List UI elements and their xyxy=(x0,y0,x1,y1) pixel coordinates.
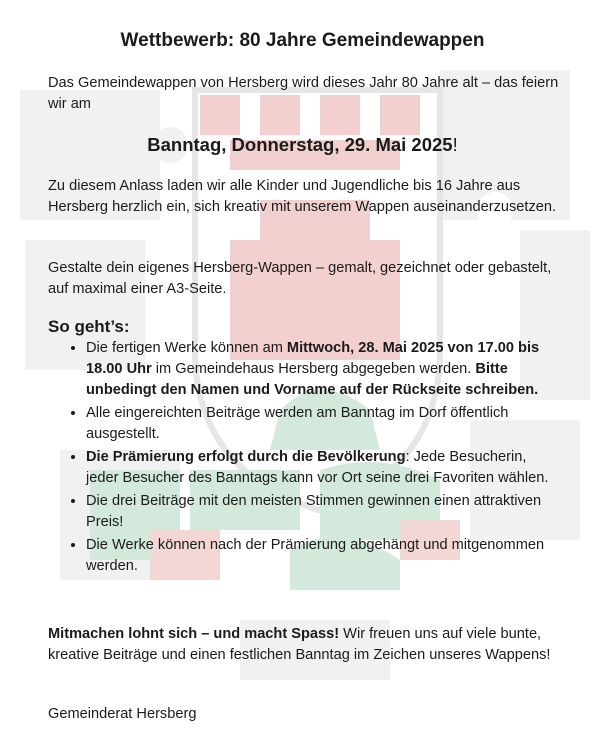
page-title: Wettbewerb: 80 Jahre Gemeindewappen xyxy=(120,30,485,51)
how-heading: So geht’s: xyxy=(48,317,130,336)
list-item-text: Die drei Beiträge mit den meisten Stimmen gewinnen einen attraktiven Preis! xyxy=(86,493,542,530)
intro-text: Das Gemeindewappen von Hersberg wird dieses Jahr 80 Jahre alt – das feiern wir am xyxy=(48,75,559,112)
list-item xyxy=(86,491,556,533)
list-item-text: Alle eingereichten Beiträge werden am Banntag im Dorf öffentlich ausgestellt. xyxy=(86,405,509,442)
list-item-text: Die fertigen Werke können am xyxy=(86,340,287,356)
closing-body: Wir freuen uns auf viele bunte, kreative Beiträge und einen festlichen Banntag im Zeichen unseres Wappens! xyxy=(48,626,551,663)
list-item-bold: Mittwoch, 28. Mai 2025 von 17.00 bis 18.00 Uhr xyxy=(86,340,540,377)
list-item xyxy=(86,447,556,489)
invite-text: Zu diesem Anlass laden wir alle Kinder und Jugendliche bis 16 Jahre aus Hersberg herzlich ein, sich kreativ mit unserem Wappen auseinanderzusetzen. xyxy=(48,178,557,215)
event-date-suffix: ! xyxy=(452,134,458,155)
how-list xyxy=(48,338,556,579)
list-item xyxy=(86,403,556,445)
signature: Gemeinderat Hersberg xyxy=(48,706,197,722)
list-item-text: Die Werke können nach der Prämierung abgehängt und mitgenommen werden. xyxy=(86,537,545,574)
list-item xyxy=(86,338,556,401)
list-item xyxy=(86,535,556,577)
event-date-main: Banntag, Donnerstag, 29. Mai 2025 xyxy=(147,134,453,155)
list-item-bold: Bitte unbedingt den Namen und Vorname auf der Rückseite schreiben. xyxy=(86,361,539,398)
closing-bold: Mitmachen lohnt sich – und macht Spass! xyxy=(48,626,340,642)
list-item-text: im Gemeindehaus Hersberg abgegeben werden. xyxy=(151,361,476,377)
task-text: Gestalte dein eigenes Hersberg-Wappen – gemalt, gezeichnet oder gebastelt, auf maximal einer A3-Seite. xyxy=(48,260,552,297)
list-item-bold: Die Prämierung erfolgt durch die Bevölkerung xyxy=(86,449,406,465)
list-item-text: : Jede Besucherin, jeder Besucher des Banntags kann vor Ort seine drei Favoriten wählen. xyxy=(86,449,549,486)
closing-text xyxy=(48,624,568,666)
event-date xyxy=(0,134,605,156)
